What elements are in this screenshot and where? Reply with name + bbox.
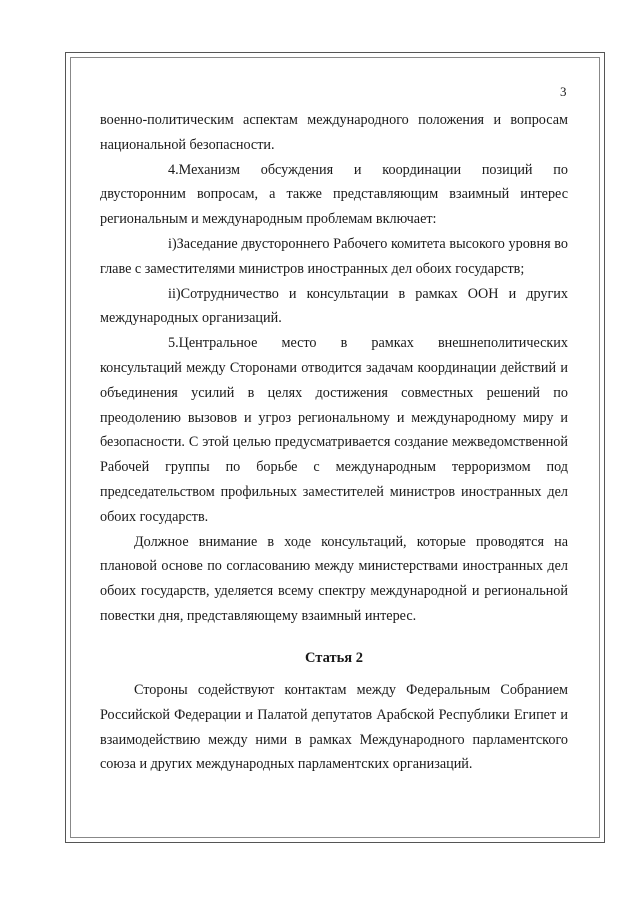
article-2-body (100, 678, 568, 777)
paragraph-4-number: 4. (168, 161, 179, 178)
paragraph-6: Должное внимание в ходе консультаций, которые проводятся на плановой основе по согласованию между министерствами иностранных дел обоих государств, уделяется всему спектру международной и региональной повестки дня, представляющему взаимный интерес. (100, 533, 568, 624)
paragraph-4 (100, 158, 568, 232)
page-number: 3 (560, 84, 567, 99)
item-ii-text: Сотрудничество и консультации в рамках ООН и других международных организаций. (100, 285, 568, 327)
item-i-text: Заседание двустороннего Рабочего комитета высокого уровня во главе с заместителями министров иностранных дел обоих государств; (100, 235, 568, 277)
paragraph-4-item-i (100, 232, 568, 282)
paragraph-continuation: военно-политическим аспектам международного положения и вопросам национальной безопасности. (100, 112, 568, 153)
paragraph-4-text: Механизм обсуждения и координации позиций по двусторонним вопросам, а также представляющим взаимный интерес региональным и международным проблемам включает: (100, 161, 568, 228)
item-i-marker: i) (168, 235, 177, 252)
paragraph-5-number: 5. (168, 335, 179, 352)
article-2-paragraph: Стороны содействуют контактам между Федеральным Собранием Российской Федерации и Палатой депутатов Арабской Республики Египет и взаимодействию между ними в рамках Международного парламентского союза и других международных парламентских организаций. (100, 682, 568, 773)
paragraph-4-item-ii (100, 282, 568, 332)
body-text (100, 108, 568, 629)
paragraph-5 (100, 331, 568, 529)
item-ii-marker: ii) (168, 285, 181, 302)
article-2-heading: Статья 2 (305, 650, 363, 666)
paragraph-5-text: Центральное место в рамках внешнеполитических консультаций между Сторонами отводится задачам координации действий и объединения усилий в целях достижения совместных решений по преодолению вызовов и угроз региональному и международному миру и безопасности. С этой целью предусматривается создание межведомственной Рабочей группы по борьбе с международным терроризмом под председательством профильных заместителей министров иностранных дел обоих государств. (100, 335, 568, 525)
